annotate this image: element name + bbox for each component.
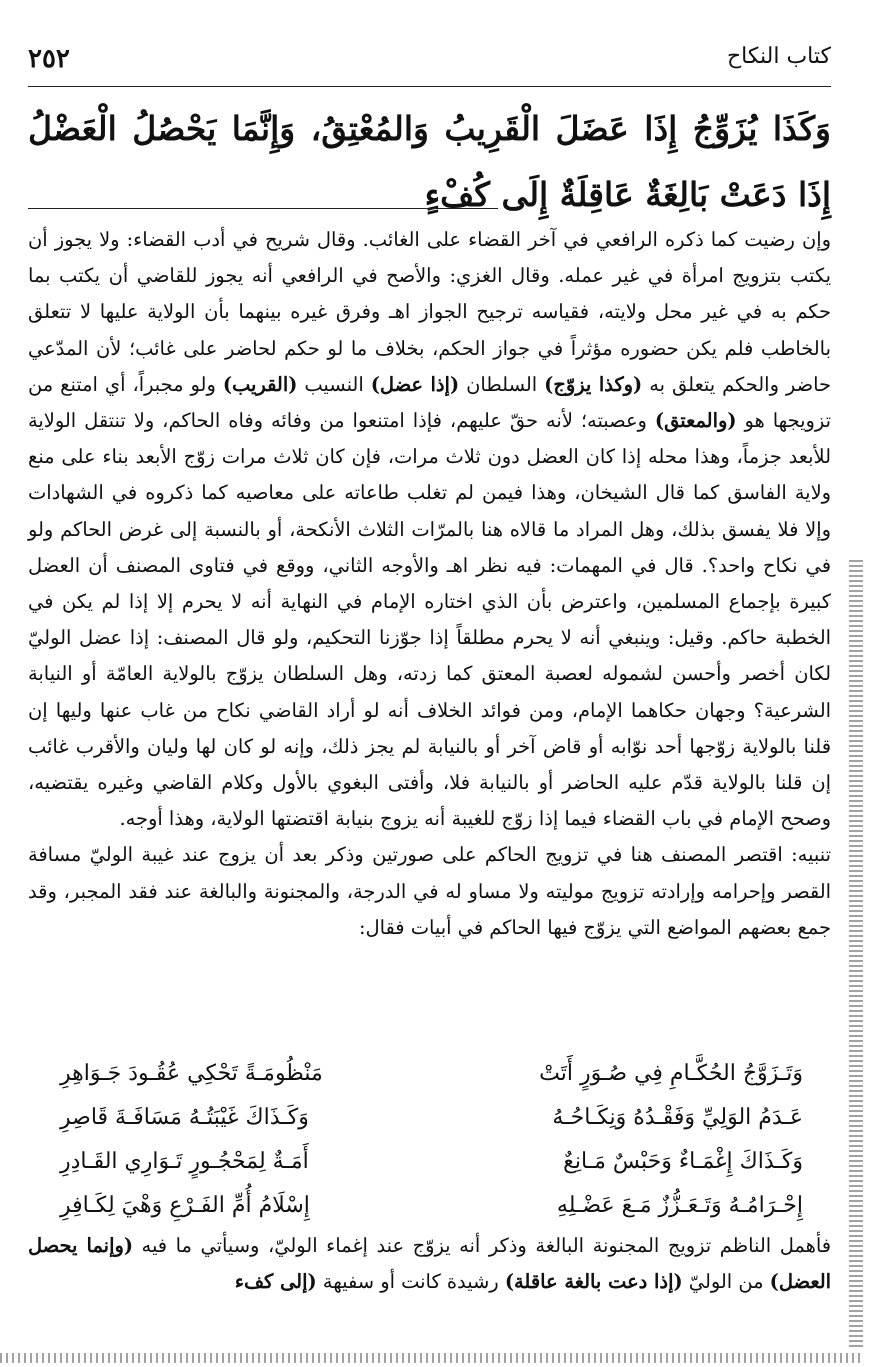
verse-first-hemistich: وَكَـذَاكَ إِغْمَـاءٌ وَحَبْسٌ مَـانِعٌ	[563, 1149, 803, 1174]
commentary-paragraph	[28, 222, 831, 837]
verse-second-hemistich: وَكَـذَاكَ غَيْبَتُـهُ مَسَافَـةَ قَاصِرِ	[60, 1105, 309, 1130]
commentary-paragraph	[28, 837, 831, 946]
commentary-text: من الوليّ	[682, 1270, 770, 1294]
matn-quote: (وإنما يحصل العضل)	[28, 1234, 831, 1294]
verse-first-hemistich: وَتَـزَوَّجُ الحُكَّـامِ فِي صُـوَرٍ أَتَتْ	[539, 1061, 803, 1086]
matn-quote: (إلى كفء	[234, 1270, 317, 1294]
commentary-text: ولو مجبراً، أي امتنع من تزويجها هو	[28, 372, 831, 433]
ornamental-border-bottom	[0, 1353, 863, 1363]
poem-verse	[60, 1052, 803, 1096]
verse-first-hemistich: إِحْـرَامُـهُ وَتَـعَـزُّزٌ مَـعَ عَضْـلِهِ	[556, 1193, 803, 1218]
commentary-text: رشيدة كانت أو سفيهة	[316, 1270, 505, 1294]
page-header	[28, 40, 831, 87]
poem-verse	[60, 1184, 803, 1228]
poem-verse	[60, 1140, 803, 1184]
ornamental-border-right	[849, 560, 863, 1347]
main-text-matn: وَكَذَا يُزَوِّجُ إِذَا عَضَلَ الْقَرِيبُ وَالمُعْتِقُ، وَإِنَّمَا يَحْصُلُ الْعَضْلُ إِذَا دَعَتْ بَالِغَةٌ عَاقِلَةٌ إِلَى كُفْءٍ	[28, 109, 831, 214]
verse-second-hemistich: إِسْلَامُ أُمِّ الفَـرْعِ وَهْيَ لِكَـافِرِ	[60, 1193, 310, 1218]
poem-verse	[60, 1096, 803, 1140]
page-number: ٢٥٢	[28, 44, 70, 74]
verse-first-hemistich: عَـدَمُ الوَلِيِّ وَفَقْـدُهُ وَنِكَـاحُـهُ	[552, 1105, 803, 1130]
commentary-text: السلطان	[459, 372, 545, 396]
continuation-paragraph	[28, 1228, 831, 1300]
matn-quote: (وكذا يزوّج)	[544, 372, 643, 396]
commentary-text: وعصبته؛ لأنه حقّ عليهم، فإذا امتنعوا من وفائه وفاه الحاكم، ولا تنتقل الولاية للأبعد جزماً، وهذا محله إذا كان العضل دون ثلاث مرات، فإن كان ثلاث مرات زوّج الأبعد بناء على منع ولاية الفاسق كما قال الشيخان، وهذا فيمن لم تغلب طاعاته على معاصيه كما ذكروه في الشهادات وإلا فلا يفسق بذلك، وهل المراد ما قالاه هنا بالمرّات الثلاث الأنكحة، أو بالنسبة إلى غرض الحاكم ولو في نكاح واحد؟. قال في المهمات: فيه نظر اهـ والأوجه الثاني، ووقع في فتاوى المصنف أن العضل كبيرة بإجماع المسلمين، واعترض بأن الذي اختاره الإمام في النهاية أنه لا يحرم إلا إذا لم يكن في الخطبة حاكم. وقيل: وينبغي أنه لا يحرم مطلقاً إذا جوّزنا التحكيم، ولو قال المصنف: إذا عضل الوليّ لكان أخصر وأحسن لشموله لعصبة المعتق كما زدته، وهل السلطان يزوّج بالولاية العامّة أو النيابة الشرعية؟ وجهان حكاهما الإمام، ومن فوائد الخلاف أنه لو أراد القاضي نكاح من غاب عنها وليها إن قلنا بالولاية زوّجها أحد نوّابه أو قاض آخر أو بالنيابة لم يجز ذلك، وإنه لو كان لها وليان والأقرب غائب إن قلنا بالولاية قدّم عليه الحاضر أو بالنيابة فلا، وأفتى البغوي بالأول وكلام القاضي وغيره يقتضيه، وصحح الإمام في باب القضاء فيما إذا زوّج للغيبة أنه يزوج بنيابة اقتضتها الولاية، وهذا أوجه.	[28, 409, 831, 831]
commentary-text: تنبيه: اقتصر المصنف هنا في تزويج الحاكم على صورتين وذكر بعد أن يزوج عند غيبة الوليّ مسافة القصر وإحرامه وإرادته تزويج موليته ولا مساو له في الدرجة، والمجنونة والبالغة عند فقد المجبر، وقد جمع بعضهم المواضع التي يزوّج فيها الحاكم في أبيات فقال:	[28, 843, 831, 939]
poem-verses	[60, 1052, 803, 1228]
verse-second-hemistich: أَمَـةٌ لِمَحْجُـورٍ تَـوَارِي القَـادِرِ	[60, 1149, 309, 1174]
verse-second-hemistich: مَنْظُومَـةً تَحْكِي عُقُـودَ جَـوَاهِرِ	[60, 1061, 323, 1086]
commentary-text: فأهمل الناظم تزويج المجنونة البالغة وذكر أنه يزوّج عند إغماء الوليّ، وسيأتي ما فيه	[133, 1234, 831, 1257]
commentary-sharh	[28, 222, 831, 946]
matn-quote: (القريب)	[222, 372, 298, 396]
separator-rule	[28, 208, 498, 209]
commentary-text: النسيب	[297, 372, 371, 396]
matn-quote: (إذا دعت بالغة عاقلة)	[504, 1270, 683, 1294]
matn-quote: (إذا عضل)	[370, 372, 460, 396]
commentary-text: وإن رضيت كما ذكره الرافعي في آخر القضاء على الغائب. وقال شريح في أدب القضاء: ولا يجوز أن يكتب بتزويج امرأة في غير عمله. وقال الغزي: والأصح في الرافعي أنه يجوز للقاضي أن يكتب بما حكم به في غير محل ولايته، فقياسه ترجيح الجواز اهـ وفرق غيره بينهما بأن الولاية عليها لا تتعلق بالخاطب فلم يكن حضوره مؤثراً في جواز الحكم، بخلاف ما لو حكم لحاضر على غائب؛ لأن المدّعي حاضر والحكم يتعلق به	[28, 228, 831, 396]
running-title: كتاب النكاح	[726, 44, 831, 69]
matn-quote: (والمعتق)	[654, 409, 737, 433]
commentary-continuation	[28, 1228, 831, 1300]
